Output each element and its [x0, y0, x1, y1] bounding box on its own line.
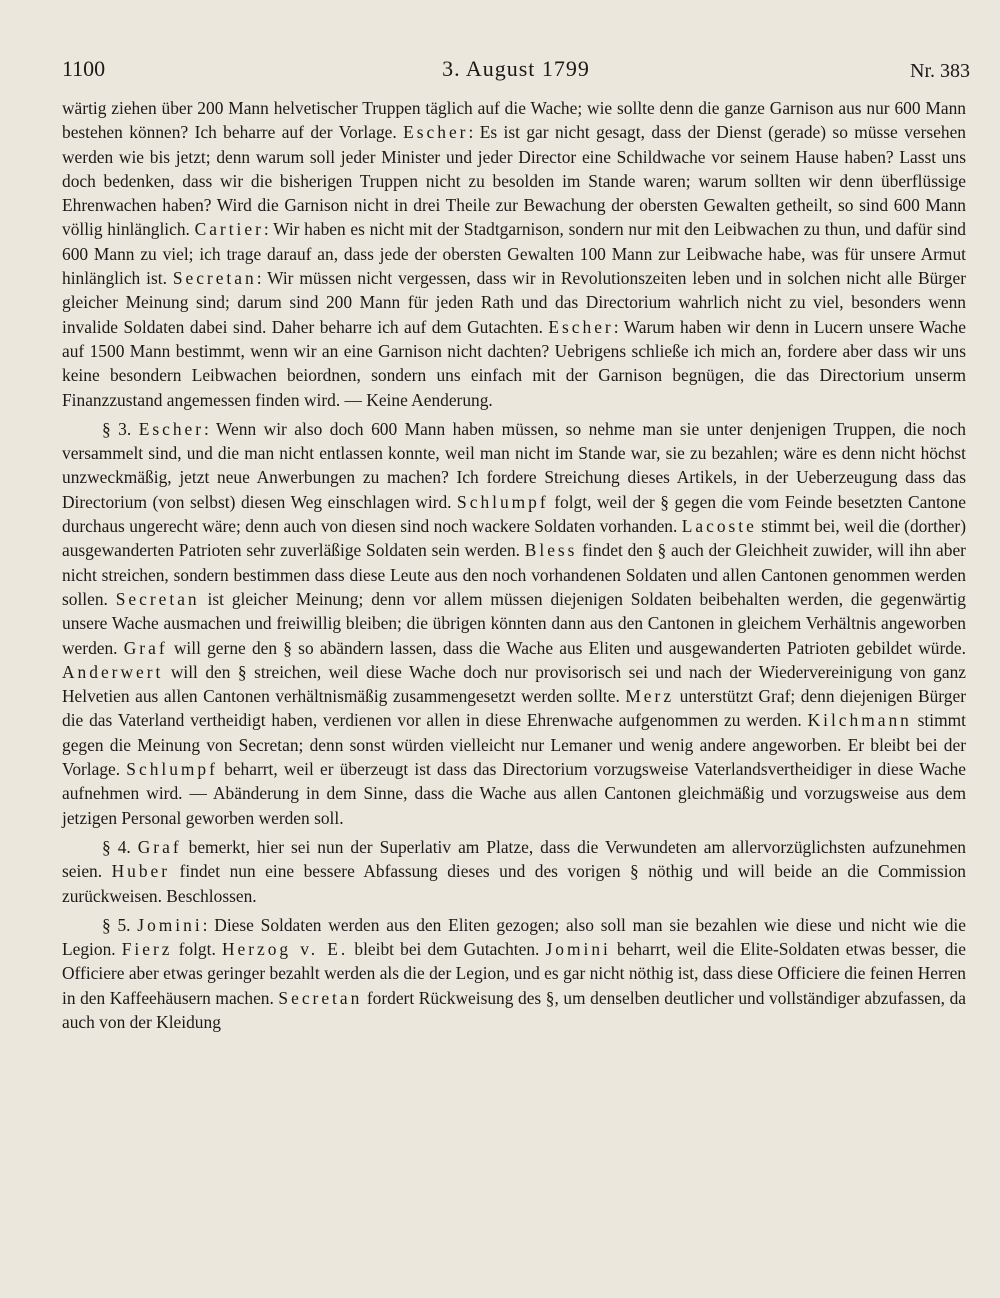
speaker-name: Cartier	[194, 219, 264, 240]
speaker-name: Kilchmann	[807, 710, 912, 731]
text-run: § 4.	[102, 836, 138, 857]
paragraph	[62, 835, 966, 908]
text-run: : Wir müssen nicht vergessen, dass wir in Revolutionszeiten leben und in solchen nicht alle Bürger gleicher Meinung sind; darum sind 200 Mann für jeden Rath und das Directorium wahrlich nicht zu viel, besonders wenn invalide Soldaten dabei sind. Daher beharre ich auf dem Gutachten.	[62, 268, 966, 337]
speaker-name: Bless	[524, 540, 578, 561]
speaker-name: Lacoste	[681, 516, 757, 537]
paragraph	[62, 913, 966, 1034]
speaker-name: Herzog v. E.	[221, 939, 349, 960]
speaker-name: Escher	[403, 122, 469, 143]
text-run: fordert Rückweisung des §, um denselben deutlicher und vollständiger abzufassen, da auch von der Kleidung	[62, 987, 967, 1032]
record-number: Nr. 383	[910, 60, 970, 82]
speaker-name: Schlumpf	[126, 759, 218, 780]
text-run: beharrt, weil er überzeugt ist dass das Directorium vorzugsweise Vaterlandsvertheidiger in diese Wache aufnehmen wird. — Abänderung in dem Sinne, dass die Wache aus allen Cantonen gleichmäßig und vorzugsweise aus dem jetzigen Personal geworben werden soll.	[62, 759, 966, 828]
text-run: stimmt bei, weil die (dorther) ausgewanderten Patrioten sehr zuverläßige Soldaten sein werden.	[62, 516, 966, 561]
text-run: will den § streichen, weil diese Wache doch nur provisorisch sei und nach der Wiedervereinigung von ganz Helvetien aus allen Cantonen verhältnismäßig zusammengesetzt werden sollte.	[62, 661, 966, 707]
text-run: bleibt bei dem Gutachten.	[348, 939, 546, 960]
speaker-name: Merz	[625, 686, 675, 707]
text-run: : Wir haben es nicht mit der Stadtgarnison, sondern nur mit den Leibwachen zu thun, und dafür sind 600 Mann zu viel; ich trage darauf an, dass jede der obersten Gewalten 100 Mann zur Leibwache habe, was für unsere Armut hinlänglich ist.	[62, 219, 966, 289]
text-run: : Wenn wir also doch 600 Mann haben müssen, so nehme man sie unter denjenigen Truppen, die noch versammelt sind, und die man nicht entlassen konnte, weil man nicht im Stande war, sie zu bezahlen; wäre es denn nicht höchst unzweckmäßig, jetzt neue Anwerbungen zu machen? Ich fordere Streichung dieses Artikels, in der Ueberzeugung dass das Directorium (von selbst) diesen Weg einschlagen wird.	[62, 418, 966, 512]
text-run: ist gleicher Meinung; denn vor allem müssen diejenigen Soldaten beibehalten werden, die gegenwärtig unsere Wache ausmachen und freiwillig bleiben; die übrigen könnten dann aus den Cantonen in gleichem Verhältnis angeworben werden.	[62, 588, 966, 658]
speaker-name: Graf	[137, 836, 182, 857]
text-run: : Diese Soldaten werden aus den Eliten gezogen; also soll man sie bezahlen wie diese und nicht wie die Legion.	[62, 914, 966, 960]
speaker-name: Secretan	[278, 987, 363, 1008]
text-run: folgt.	[172, 939, 222, 960]
speaker-name: Jomini	[137, 914, 203, 935]
text-run: stimmt gegen die Meinung von Secretan; denn sonst würden vielleicht nur Lemaner und wenig andere angeworben. Er bleibt bei der Vorlage.	[62, 710, 966, 780]
speaker-name: Jomini	[545, 939, 611, 960]
text-run: findet nun eine bessere Abfassung dieses und des vorigen § nöthig und will beide an die Commission zurückweisen. Beschlossen.	[62, 861, 966, 906]
text-run: folgt, weil der § gegen die vom Feinde besetzten Cantone durchaus ungerecht wäre; denn auch von diesen sind noch wackere Soldaten vorhanden.	[62, 491, 966, 537]
text-run: § 5.	[102, 914, 138, 935]
speaker-name: Secretan	[172, 268, 257, 289]
text-run: : Es ist gar nicht gesagt, dass der Dienst (gerade) so müsse versehen werden wie bis jetzt; denn warum soll jeder Minister und jeder Director eine Schildwache vor seinem Hause haben? Lasst uns doch bedenken, dass wir die bisherigen Truppen nicht zu besolden im Stande waren; warum sollten wir denn überflüssige Ehrenwachen haben? Wird die Garnison nicht in drei Theile zur Bewachung der obersten Gewalten getheilt, so sind 600 Mann völlig hinlänglich.	[62, 122, 966, 240]
page-number: 1100	[62, 56, 106, 81]
text-run: : Warum haben wir denn in Lucern unsere Wache auf 1500 Mann bestimmt, wenn wir an eine Garnison nicht dachten? Uebrigens schließe ich mich an, fordere aber dass wir uns keine besondern Leibwachen beiordnen, sondern uns einfach mit der Garnison begnügen, die das Directorium unserm Finanzzustand angemessen finden wird. — Keine Aenderung.	[62, 316, 966, 410]
speaker-name: Escher	[548, 316, 614, 337]
paragraph	[62, 417, 966, 830]
paragraph	[62, 96, 966, 412]
speaker-name: Huber	[111, 861, 171, 882]
speaker-name: Schlumpf	[457, 491, 549, 512]
text-run: wärtig ziehen über 200 Mann helvetischer Truppen täglich auf die Wache; wie sollte denn die ganze Garnison aus nur 600 Mann bestehen können? Ich beharre auf der Vorlage.	[62, 98, 966, 143]
text-run: will gerne den § so abändern lassen, dass die Wache aus Eliten und ausgewanderten Patrioten gebildet würde.	[167, 637, 966, 658]
body-text	[62, 96, 966, 1034]
text-run: § 3.	[102, 418, 139, 439]
speaker-name: Fierz	[121, 939, 173, 960]
speaker-name: Secretan	[115, 588, 200, 609]
text-run: bemerkt, hier sei nun der Superlativ am Platze, dass die Verwundeten am allervorzüglichsten aufzunehmen seien.	[62, 836, 966, 882]
speaker-name: Graf	[123, 637, 168, 658]
running-header	[62, 56, 970, 92]
speaker-name: Anderwert	[62, 661, 164, 682]
speaker-name: Escher	[138, 418, 205, 439]
text-run: findet den § auch der Gleichheit zuwider, will ihn aber nicht streichen, sondern bestimmen dass diese Leute aus den noch vorhandenen Soldaten und allen Cantonen genommen werden sollen.	[62, 540, 966, 609]
running-date: 3. August 1799	[442, 56, 590, 81]
text-run: unterstützt Graf; denn diejenigen Bürger die das Vaterland vertheidigt haben, verdienen vor allen in diese Ehrenwache aufgenommen zu werden.	[62, 686, 966, 731]
text-run: beharrt, weil die Elite-Soldaten etwas besser, die Officiere aber etwas geringer bezahlt werden als die der Legion, und es gar nicht nöthig ist, dass diese Officiere die feinen Herren in den Kaffeehäusern machen.	[62, 939, 966, 1008]
